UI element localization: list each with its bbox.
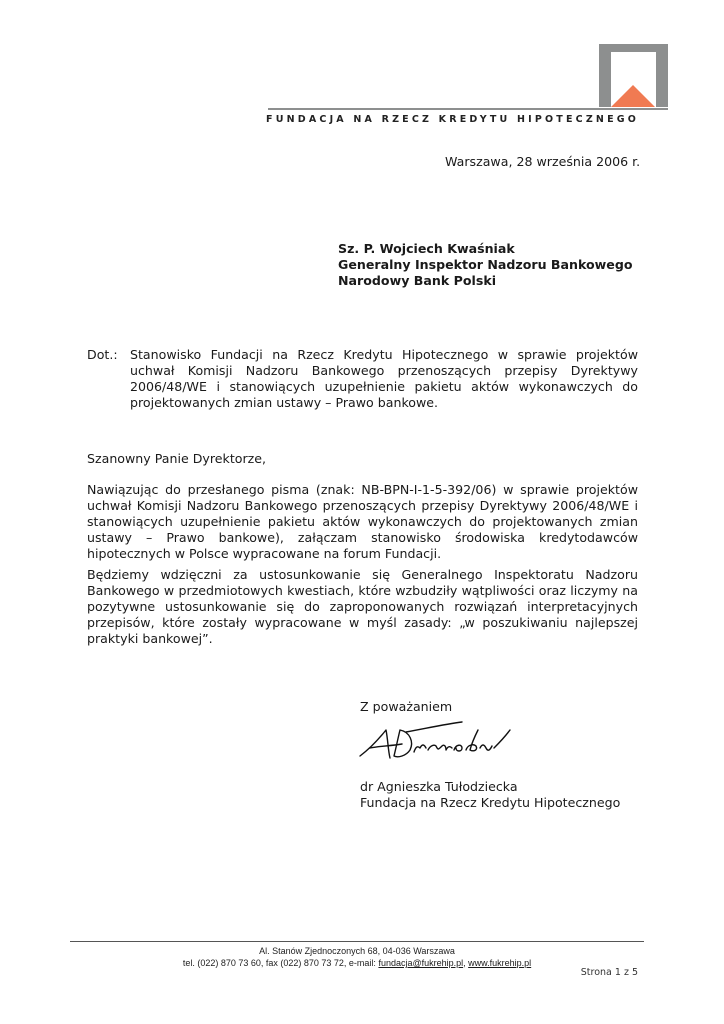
page-number: Strona 1 z 5 xyxy=(580,967,638,978)
body-paragraph: Będziemy wdzięczni za ustosunkowanie się Generalnego Inspektoratu Nadzoru Bankowego w przedmiotowych kwestiach, które wzbudziły wątpliwości oraz liczymy na pozytywne ustosunkowanie się do zaproponowanych rozwiązań interpretacyjnych przepisów, które zostały wypracowane w myśl zasady: „w poszukiwaniu najlepszej praktyki bankowej”. xyxy=(87,567,638,646)
recipient-block xyxy=(338,241,633,289)
place-date: Warszawa, 28 września 2006 r. xyxy=(445,154,641,169)
foundation-name: FUNDACJA NA RZECZ KREDYTU HIPOTECZNEGO xyxy=(266,114,640,125)
signer-block xyxy=(360,779,620,811)
footer-divider xyxy=(70,941,644,942)
website-link[interactable]: www.fukrehip.pl xyxy=(468,958,532,968)
subject-label: Dot.: xyxy=(87,347,118,362)
closing-phrase: Z poważaniem xyxy=(360,699,453,714)
logo-window-shape xyxy=(611,52,656,107)
handwritten-signature xyxy=(358,716,518,766)
subject-text: Stanowisko Fundacji na Rzecz Kredytu Hipotecznego w sprawie projektów uchwał Komisji Nadzoru Bankowego przenoszących przepisy Dyrektywy 2006/48/WE i stanowiących uzupełnienie pakietu aktów wykonawczych do projektowanych zmian ustawy – Prawo bankowe. xyxy=(130,347,638,410)
header-divider xyxy=(268,108,668,110)
salutation: Szanowny Panie Dyrektorze, xyxy=(87,451,266,466)
recipient-title: Generalny Inspektor Nadzoru Bankowego xyxy=(338,257,633,272)
footer-contact xyxy=(70,945,644,969)
footer-phone-fax: tel. (022) 870 73 60, fax (022) 870 73 72, e-mail: xyxy=(182,958,379,968)
foundation-logo xyxy=(599,44,668,107)
recipient-institution: Narodowy Bank Polski xyxy=(338,273,497,288)
signer-organization: Fundacja na Rzecz Kredytu Hipotecznego xyxy=(360,795,621,810)
footer-address: Al. Stanów Zjednoczonych 68, 04-036 Warszawa xyxy=(259,946,455,956)
footer-separator: , xyxy=(463,958,469,968)
email-link[interactable]: fundacja@fukrehip.pl xyxy=(378,958,464,968)
logo-triangle-shape xyxy=(611,85,655,107)
footer-contact-line xyxy=(70,957,644,969)
recipient-name: Sz. P. Wojciech Kwaśniak xyxy=(338,241,515,256)
body-paragraph: Nawiązując do przesłanego pisma (znak: NB-BPN-I-1-5-392/06) w sprawie projektów uchwał Komisji Nadzoru Bankowego przenoszących przepisy Dyrektywy 2006/48/WE i stanowiących uzupełnienie pakietu aktów wykonawczych do projektowanych zmian ustawy – Prawo bankowe), załączam stanowisko środowiska kredytodawców hipotecznych w Polsce wypracowane na forum Fundacji. xyxy=(87,482,638,561)
signer-name: dr Agnieszka Tułodziecka xyxy=(360,779,518,794)
